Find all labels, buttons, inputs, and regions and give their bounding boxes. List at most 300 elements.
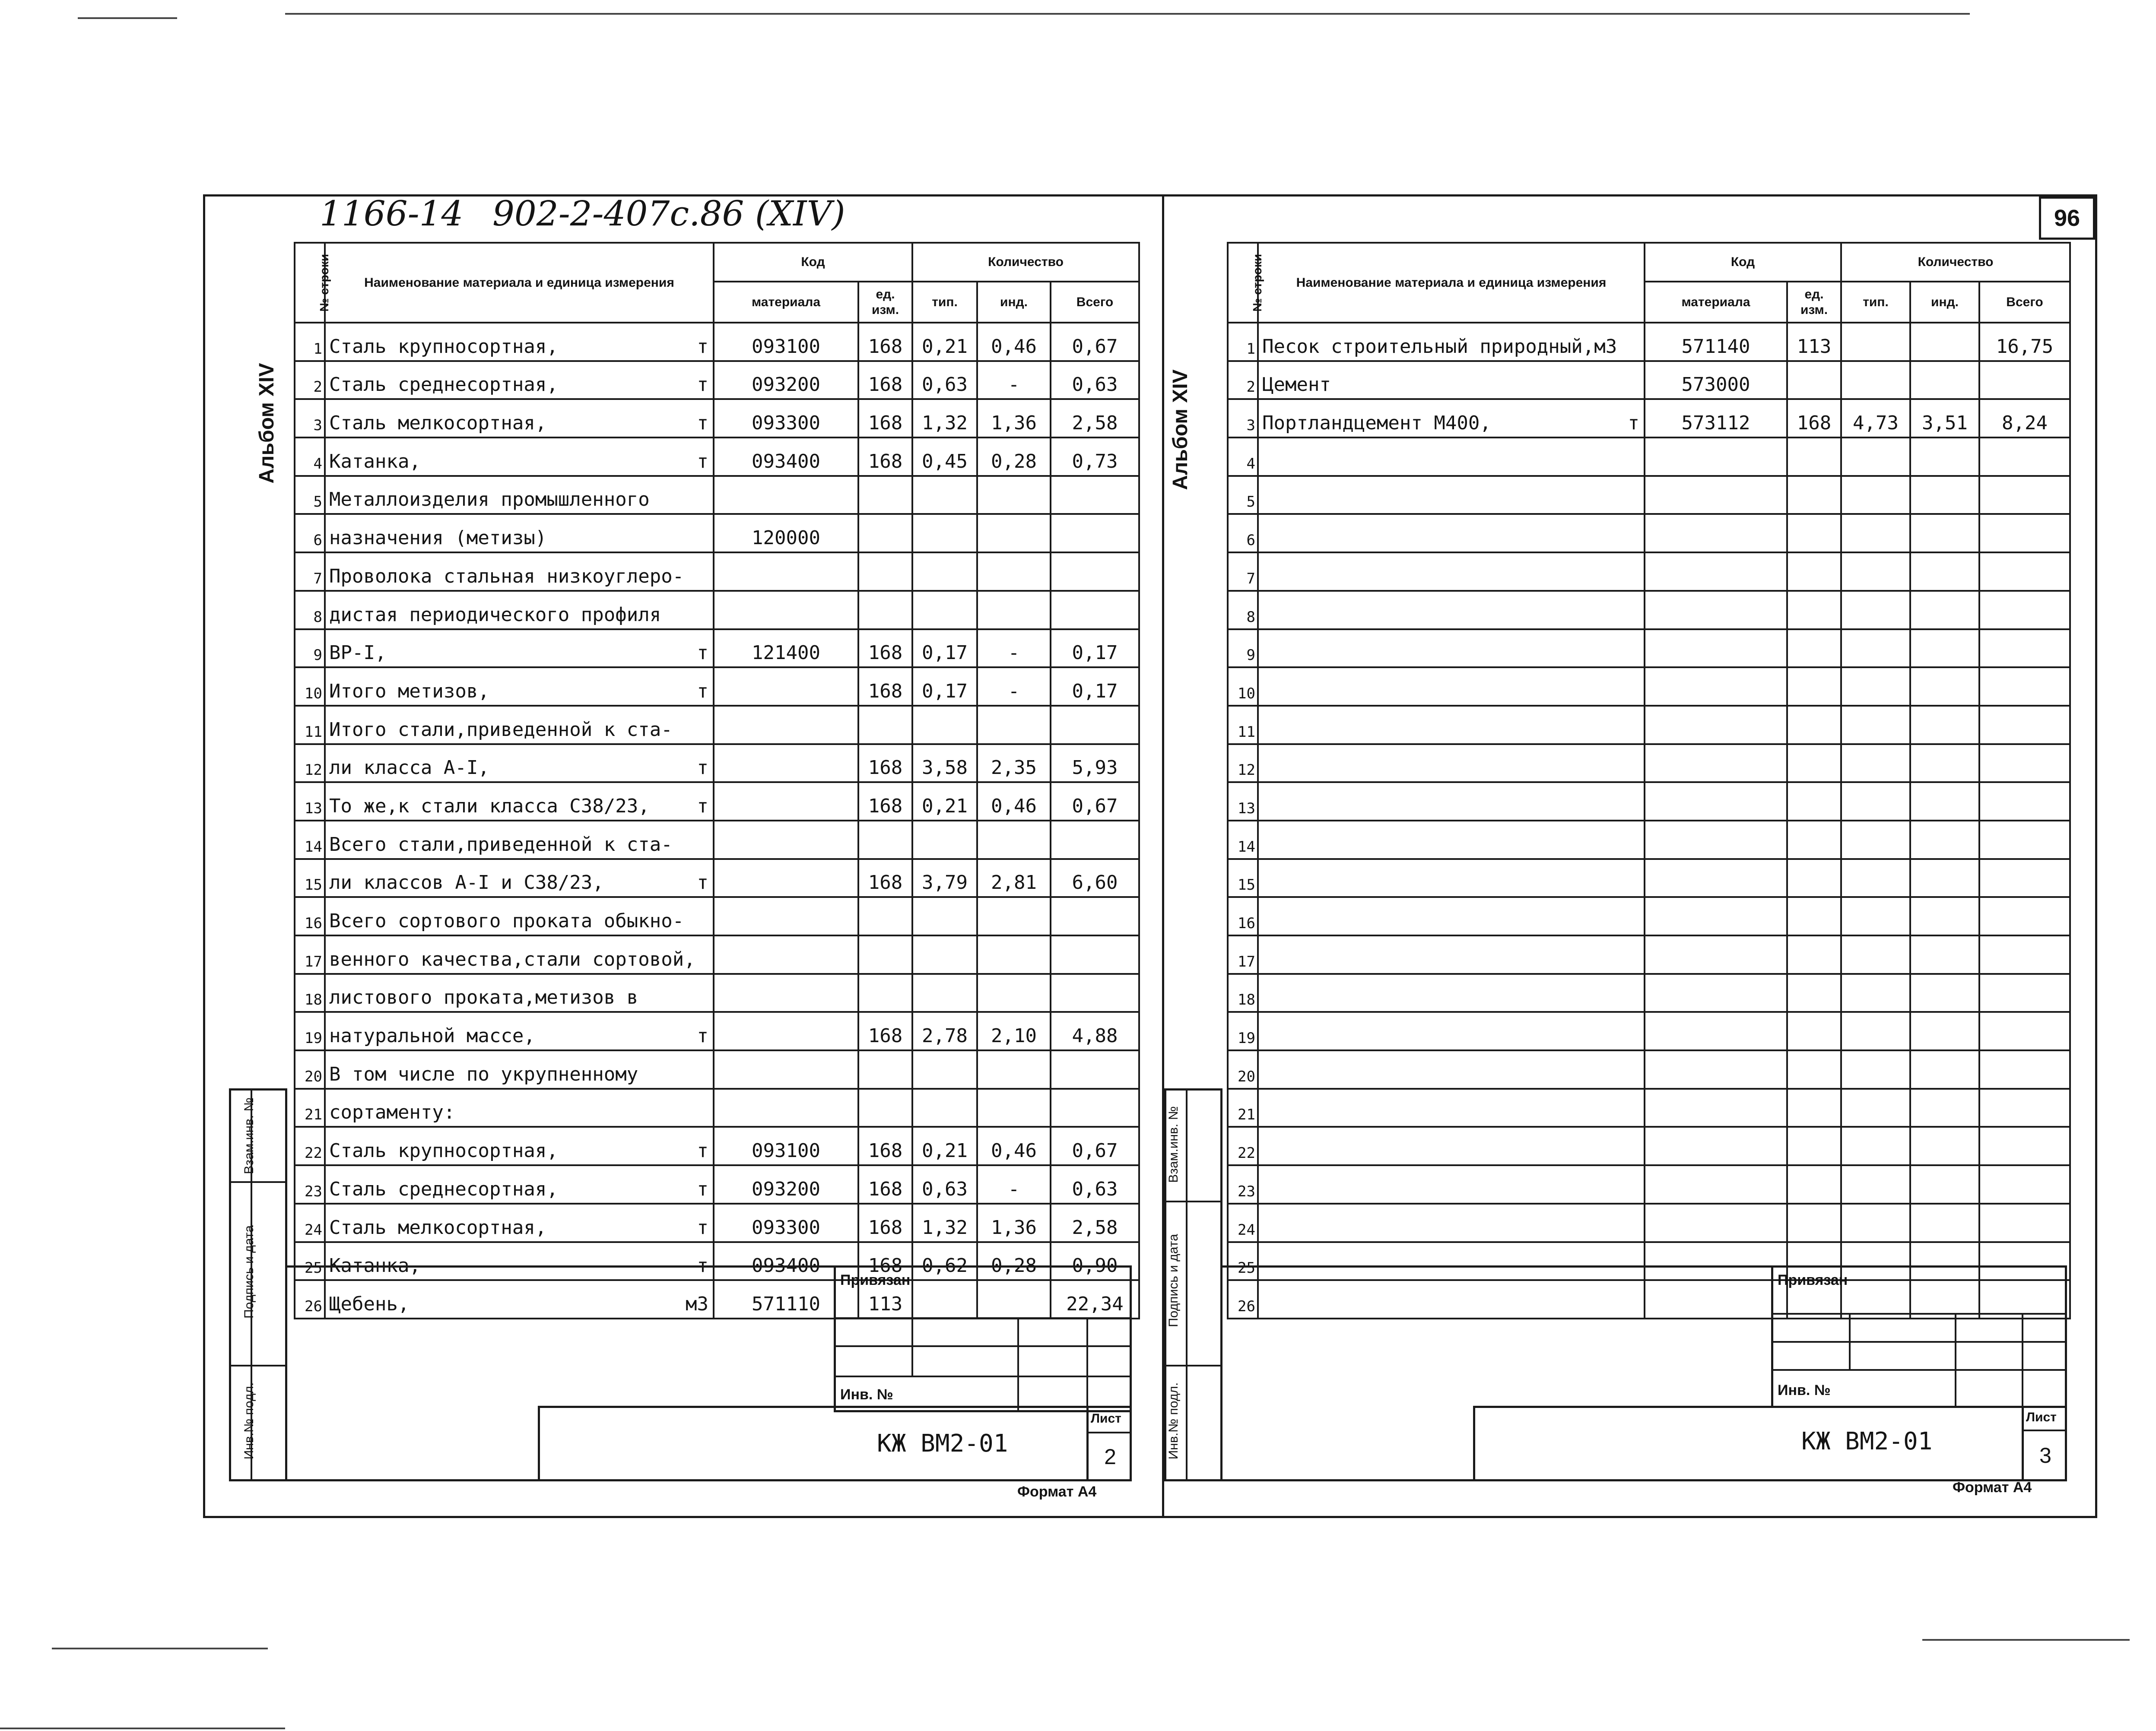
- material-code: [1645, 667, 1787, 706]
- qty-ind: [977, 552, 1051, 591]
- material-name: [1258, 476, 1645, 514]
- qty-total: [1979, 1204, 2070, 1242]
- material-name: [325, 935, 714, 974]
- unit-code: [1787, 552, 1841, 591]
- material-name: [1258, 591, 1645, 629]
- table-row: [295, 1127, 1139, 1165]
- material-name-text: Итого метизов,: [329, 680, 489, 702]
- qty-typ: [1841, 438, 1910, 476]
- row-number: 4: [295, 438, 325, 476]
- qty-ind: [1910, 591, 1979, 629]
- row-number: 18: [1228, 974, 1258, 1012]
- material-name-text: Проволока стальная низкоуглеро-: [329, 565, 684, 587]
- header-quantity: Количество: [912, 243, 1139, 282]
- material-name: [325, 897, 714, 935]
- material-name-text: ВР-I,: [329, 642, 387, 664]
- qty-ind: [977, 476, 1051, 514]
- table-row: [1228, 361, 2070, 399]
- qty-ind: [977, 514, 1051, 552]
- table-row: [295, 629, 1139, 668]
- material-name-text: Всего стали,приведенной к ста-: [329, 833, 673, 856]
- unit-code: 168: [858, 782, 912, 821]
- material-name-text: листового проката,метизов в: [329, 986, 638, 1009]
- material-name-text: Катанка,: [329, 450, 421, 472]
- material-name: [325, 782, 714, 821]
- table-row: [1228, 591, 2070, 629]
- material-name-text: Цемент: [1262, 374, 1331, 396]
- header-quantity: Количество: [1841, 243, 2070, 282]
- table-row: [1228, 821, 2070, 859]
- qty-total: [1979, 438, 2070, 476]
- table-row: [295, 552, 1139, 591]
- material-unit: т: [697, 642, 708, 664]
- unit-code: [1787, 744, 1841, 783]
- material-name: [1258, 629, 1645, 668]
- material-name: [325, 629, 714, 668]
- material-name-text: Итого стали,приведенной к ста-: [329, 718, 673, 741]
- handwritten-document-number: 902-2-407c.86 (XIV): [492, 193, 845, 234]
- material-name: [1258, 974, 1645, 1012]
- material-code: [1645, 552, 1787, 591]
- material-name-text: То же,к стали класса С38/23,: [329, 795, 650, 817]
- qty-typ: 0,21: [912, 323, 977, 361]
- material-name: [1258, 1089, 1645, 1127]
- material-code: [1645, 974, 1787, 1012]
- row-number: 3: [1228, 399, 1258, 438]
- qty-typ: [1841, 859, 1910, 897]
- material-unit: т: [697, 680, 708, 702]
- qty-ind: [1910, 1050, 1979, 1089]
- row-number: 18: [295, 974, 325, 1012]
- qty-typ: [1841, 744, 1910, 783]
- qty-ind: [1910, 935, 1979, 974]
- material-code: [1645, 629, 1787, 668]
- material-name-text: Песок строительный природный,м3: [1262, 335, 1617, 358]
- material-name: [1258, 361, 1645, 399]
- qty-typ: [912, 706, 977, 744]
- qty-typ: 0,62: [912, 1242, 977, 1281]
- row-number: 20: [295, 1050, 325, 1089]
- qty-typ: [1841, 476, 1910, 514]
- qty-typ: [1841, 629, 1910, 668]
- row-number: 10: [295, 667, 325, 706]
- material-code: 093200: [714, 361, 858, 399]
- row-number: 24: [295, 1204, 325, 1242]
- unit-code: [1787, 821, 1841, 859]
- row-number: 25: [1228, 1242, 1258, 1281]
- table-row: [295, 821, 1139, 859]
- material-name-text: ли класса А-I,: [329, 757, 489, 779]
- qty-total: [1979, 629, 2070, 668]
- material-code: 573000: [1645, 361, 1787, 399]
- unit-code: [1787, 1050, 1841, 1089]
- unit-code: [1787, 667, 1841, 706]
- material-code: 571110: [714, 1280, 858, 1319]
- unit-code: [858, 974, 912, 1012]
- material-name: [325, 399, 714, 438]
- left-sheet-number: 2: [1104, 1444, 1116, 1469]
- right-privyazan-label: Привязан: [1778, 1272, 1848, 1288]
- material-name: [1258, 1204, 1645, 1242]
- material-name: [1258, 1012, 1645, 1050]
- qty-typ: 0,17: [912, 629, 977, 668]
- material-code: [1645, 1127, 1787, 1165]
- qty-typ: 0,17: [912, 667, 977, 706]
- unit-code: 113: [858, 1280, 912, 1319]
- header-code-unit: ед. изм.: [1787, 282, 1841, 323]
- row-number: 2: [295, 361, 325, 399]
- unit-code: [858, 821, 912, 859]
- row-number: 17: [1228, 935, 1258, 974]
- stamp-signature-date: Подпись и дата: [1166, 1234, 1181, 1327]
- material-code: [714, 782, 858, 821]
- table-row: [1228, 667, 2070, 706]
- qty-typ: [1841, 514, 1910, 552]
- qty-total: 0,63: [1051, 1165, 1139, 1204]
- qty-total: [1051, 591, 1139, 629]
- qty-typ: [1841, 667, 1910, 706]
- row-number: 4: [1228, 438, 1258, 476]
- material-name: [325, 361, 714, 399]
- material-name: [325, 1127, 714, 1165]
- material-code: [1645, 438, 1787, 476]
- qty-total: 0,90: [1051, 1242, 1139, 1281]
- qty-total: [1051, 935, 1139, 974]
- qty-ind: [1910, 1127, 1979, 1165]
- header-row-number: № строки: [295, 243, 325, 323]
- unit-code: [858, 591, 912, 629]
- qty-typ: [1841, 782, 1910, 821]
- material-unit: м3: [686, 1293, 708, 1315]
- qty-typ: 3,58: [912, 744, 977, 783]
- header-code: Код: [714, 243, 912, 282]
- qty-typ: [912, 1089, 977, 1127]
- header-qty-typ: тип.: [1841, 282, 1910, 323]
- left-format-label: Формат А4: [1017, 1484, 1097, 1500]
- row-number: 19: [1228, 1012, 1258, 1050]
- table-row: [1228, 782, 2070, 821]
- stamp-replacement-inv: Взам.инв. №: [1166, 1106, 1181, 1183]
- qty-ind: 0,46: [977, 1127, 1051, 1165]
- page-number: 96: [2039, 197, 2095, 240]
- unit-code: 168: [858, 744, 912, 783]
- row-number: 1: [1228, 323, 1258, 361]
- qty-typ: [1841, 1012, 1910, 1050]
- material-name: [325, 323, 714, 361]
- row-number: 17: [295, 935, 325, 974]
- qty-typ: [1841, 1050, 1910, 1089]
- material-name-text: натуральной массе,: [329, 1025, 535, 1047]
- qty-ind: [1910, 667, 1979, 706]
- table-row: [1228, 629, 2070, 668]
- stamp-inv-original: Инв.№ подл.: [242, 1382, 256, 1460]
- qty-total: 0,63: [1051, 361, 1139, 399]
- material-code: [714, 974, 858, 1012]
- qty-total: 22,34: [1051, 1280, 1139, 1319]
- material-name: [1258, 859, 1645, 897]
- material-name-text: Катанка,: [329, 1255, 421, 1277]
- row-number: 21: [295, 1089, 325, 1127]
- table-row: [1228, 1050, 2070, 1089]
- row-number: 9: [295, 629, 325, 668]
- material-name: [1258, 1165, 1645, 1204]
- stamp-inv-original: Инв.№ подл.: [1166, 1382, 1181, 1460]
- table-row: [1228, 974, 2070, 1012]
- material-unit: т: [697, 1140, 708, 1162]
- qty-ind: 0,46: [977, 782, 1051, 821]
- row-number: 11: [1228, 706, 1258, 744]
- material-name: [1258, 744, 1645, 783]
- qty-total: 16,75: [1979, 323, 2070, 361]
- material-name-text: Сталь крупносортная,: [329, 1140, 558, 1162]
- material-code: 573112: [1645, 399, 1787, 438]
- qty-total: 0,17: [1051, 629, 1139, 668]
- qty-total: 8,24: [1979, 399, 2070, 438]
- material-code: [1645, 1165, 1787, 1204]
- qty-total: [1979, 859, 2070, 897]
- table-row: [295, 1089, 1139, 1127]
- right-table-body: [1228, 323, 2070, 1319]
- material-name: [1258, 438, 1645, 476]
- material-name: [325, 706, 714, 744]
- material-name: [1258, 821, 1645, 859]
- qty-typ: [912, 514, 977, 552]
- qty-ind: 3,51: [1910, 399, 1979, 438]
- row-number: 15: [295, 859, 325, 897]
- table-row: [295, 744, 1139, 783]
- handwritten-archive-number: 1166-14: [320, 193, 464, 234]
- material-code: [714, 552, 858, 591]
- unit-code: [858, 1050, 912, 1089]
- material-name: [1258, 897, 1645, 935]
- qty-ind: [1910, 859, 1979, 897]
- material-code: 093200: [714, 1165, 858, 1204]
- album-label-left: Альбом XIV: [255, 363, 278, 484]
- unit-code: [1787, 438, 1841, 476]
- qty-ind: [1910, 438, 1979, 476]
- material-name-text: ли классов А-I и С38/23,: [329, 872, 604, 894]
- unit-code: 168: [858, 361, 912, 399]
- material-name-text: венного качества,стали сортовой,: [329, 948, 695, 970]
- material-code: [1645, 1050, 1787, 1089]
- unit-code: 168: [858, 1242, 912, 1281]
- qty-typ: 0,45: [912, 438, 977, 476]
- material-code: [714, 476, 858, 514]
- qty-typ: [912, 1050, 977, 1089]
- row-number: 12: [1228, 744, 1258, 783]
- table-row: [295, 1204, 1139, 1242]
- material-code: [1645, 935, 1787, 974]
- qty-ind: [1910, 514, 1979, 552]
- material-unit: т: [697, 412, 708, 434]
- header-code-material: материала: [1645, 282, 1787, 323]
- table-row: [295, 782, 1139, 821]
- material-name: [1258, 1127, 1645, 1165]
- table-row: [1228, 1165, 2070, 1204]
- material-code: [1645, 591, 1787, 629]
- material-code: [714, 667, 858, 706]
- material-name: [325, 552, 714, 591]
- header-qty-typ: тип.: [912, 282, 977, 323]
- qty-total: [1979, 1089, 2070, 1127]
- qty-total: [1979, 1050, 2070, 1089]
- qty-ind: 0,28: [977, 1242, 1051, 1281]
- row-number: 9: [1228, 629, 1258, 668]
- material-code: 120000: [714, 514, 858, 552]
- unit-code: [858, 1089, 912, 1127]
- table-row: [295, 476, 1139, 514]
- qty-ind: -: [977, 629, 1051, 668]
- right-sheet-number: 3: [2039, 1443, 2051, 1468]
- qty-typ: [912, 935, 977, 974]
- qty-typ: 3,79: [912, 859, 977, 897]
- material-name: [1258, 935, 1645, 974]
- scan-edge-line: [0, 1728, 285, 1729]
- unit-code: [1787, 1012, 1841, 1050]
- unit-code: [858, 706, 912, 744]
- row-number: 15: [1228, 859, 1258, 897]
- qty-ind: [1910, 323, 1979, 361]
- material-name: [325, 974, 714, 1012]
- unit-code: [1787, 476, 1841, 514]
- table-row: [1228, 897, 2070, 935]
- left-table-body: [295, 323, 1139, 1319]
- stamp-signature-date: Подпись и дата: [242, 1225, 256, 1319]
- table-row: [295, 1050, 1139, 1089]
- row-number: 20: [1228, 1050, 1258, 1089]
- material-code: [1645, 514, 1787, 552]
- left-doc-code-box: [538, 1406, 1132, 1481]
- qty-typ: [912, 591, 977, 629]
- material-unit: т: [697, 450, 708, 472]
- material-unit: т: [1628, 412, 1639, 434]
- material-unit: т: [697, 1216, 708, 1239]
- material-unit: т: [697, 335, 708, 358]
- right-spec-table: [1227, 242, 2071, 1319]
- unit-code: [1787, 1165, 1841, 1204]
- right-doc-code-box: [1473, 1406, 2067, 1481]
- material-name: [325, 1165, 714, 1204]
- unit-code: [1787, 591, 1841, 629]
- row-number: 7: [295, 552, 325, 591]
- material-name-text: Щебень,: [329, 1293, 410, 1315]
- qty-typ: 1,32: [912, 399, 977, 438]
- material-name-text: Сталь мелкосортная,: [329, 412, 547, 434]
- table-row: [1228, 552, 2070, 591]
- material-code: [1645, 897, 1787, 935]
- qty-total: [1979, 897, 2070, 935]
- qty-total: [1051, 1050, 1139, 1089]
- qty-typ: [1841, 897, 1910, 935]
- table-row: [295, 361, 1139, 399]
- qty-typ: [912, 821, 977, 859]
- unit-code: [1787, 629, 1841, 668]
- qty-ind: [1910, 706, 1979, 744]
- header-code-material: материала: [714, 282, 858, 323]
- material-unit: т: [697, 795, 708, 817]
- material-code: [1645, 744, 1787, 783]
- material-code: 093300: [714, 1204, 858, 1242]
- unit-code: [1787, 1127, 1841, 1165]
- row-number: 3: [295, 399, 325, 438]
- header-material-name: Наименование материала и единица измерения: [325, 243, 714, 323]
- qty-total: [1051, 514, 1139, 552]
- unit-code: [858, 552, 912, 591]
- qty-total: [1051, 974, 1139, 1012]
- table-row: [1228, 399, 2070, 438]
- scan-edge-line: [52, 1648, 268, 1649]
- material-name-text: Сталь мелкосортная,: [329, 1216, 547, 1239]
- qty-typ: [912, 974, 977, 1012]
- material-code: [1645, 859, 1787, 897]
- qty-typ: [1841, 323, 1910, 361]
- row-number: 23: [295, 1165, 325, 1204]
- table-row: [1228, 1012, 2070, 1050]
- qty-typ: 0,63: [912, 361, 977, 399]
- material-name-text: Сталь среднесортная,: [329, 1178, 558, 1200]
- qty-ind: [977, 591, 1051, 629]
- qty-ind: -: [977, 1165, 1051, 1204]
- unit-code: [1787, 514, 1841, 552]
- material-name-text: дистая периодического профиля: [329, 603, 661, 626]
- row-number: 8: [1228, 591, 1258, 629]
- material-code: [714, 821, 858, 859]
- material-name: [325, 476, 714, 514]
- row-number: 25: [295, 1242, 325, 1281]
- header-qty-total: Всего: [1051, 282, 1139, 323]
- qty-typ: 2,78: [912, 1012, 977, 1050]
- row-number: 1: [295, 323, 325, 361]
- qty-ind: [1910, 1165, 1979, 1204]
- unit-code: [1787, 897, 1841, 935]
- qty-typ: [1841, 821, 1910, 859]
- qty-ind: [1910, 1089, 1979, 1127]
- qty-total: [1979, 744, 2070, 783]
- table-row: [1228, 935, 2070, 974]
- row-number: 8: [295, 591, 325, 629]
- table-row: [1228, 1204, 2070, 1242]
- qty-typ: 0,21: [912, 782, 977, 821]
- qty-typ: [1841, 361, 1910, 399]
- qty-ind: [1910, 821, 1979, 859]
- unit-code: [858, 514, 912, 552]
- qty-total: [1979, 514, 2070, 552]
- qty-ind: [1910, 361, 1979, 399]
- table-row: [295, 399, 1139, 438]
- material-code: [1645, 706, 1787, 744]
- header-qty-ind: инд.: [1910, 282, 1979, 323]
- table-row: [295, 514, 1139, 552]
- material-code: [714, 1050, 858, 1089]
- row-number: 14: [295, 821, 325, 859]
- left-privyazan-label: Привязан: [840, 1272, 911, 1288]
- qty-ind: [1910, 1204, 1979, 1242]
- scan-edge-line: [78, 17, 177, 19]
- row-number: 11: [295, 706, 325, 744]
- unit-code: 168: [858, 1127, 912, 1165]
- material-code: [1645, 1204, 1787, 1242]
- qty-ind: [977, 897, 1051, 935]
- material-code: 093100: [714, 1127, 858, 1165]
- qty-ind: 1,36: [977, 1204, 1051, 1242]
- unit-code: [1787, 782, 1841, 821]
- material-code: [714, 744, 858, 783]
- qty-total: [1051, 1089, 1139, 1127]
- qty-typ: [1841, 935, 1910, 974]
- left-doc-code: КЖ ВМ2-01: [877, 1430, 1008, 1458]
- row-number: 23: [1228, 1165, 1258, 1204]
- unit-code: 168: [858, 859, 912, 897]
